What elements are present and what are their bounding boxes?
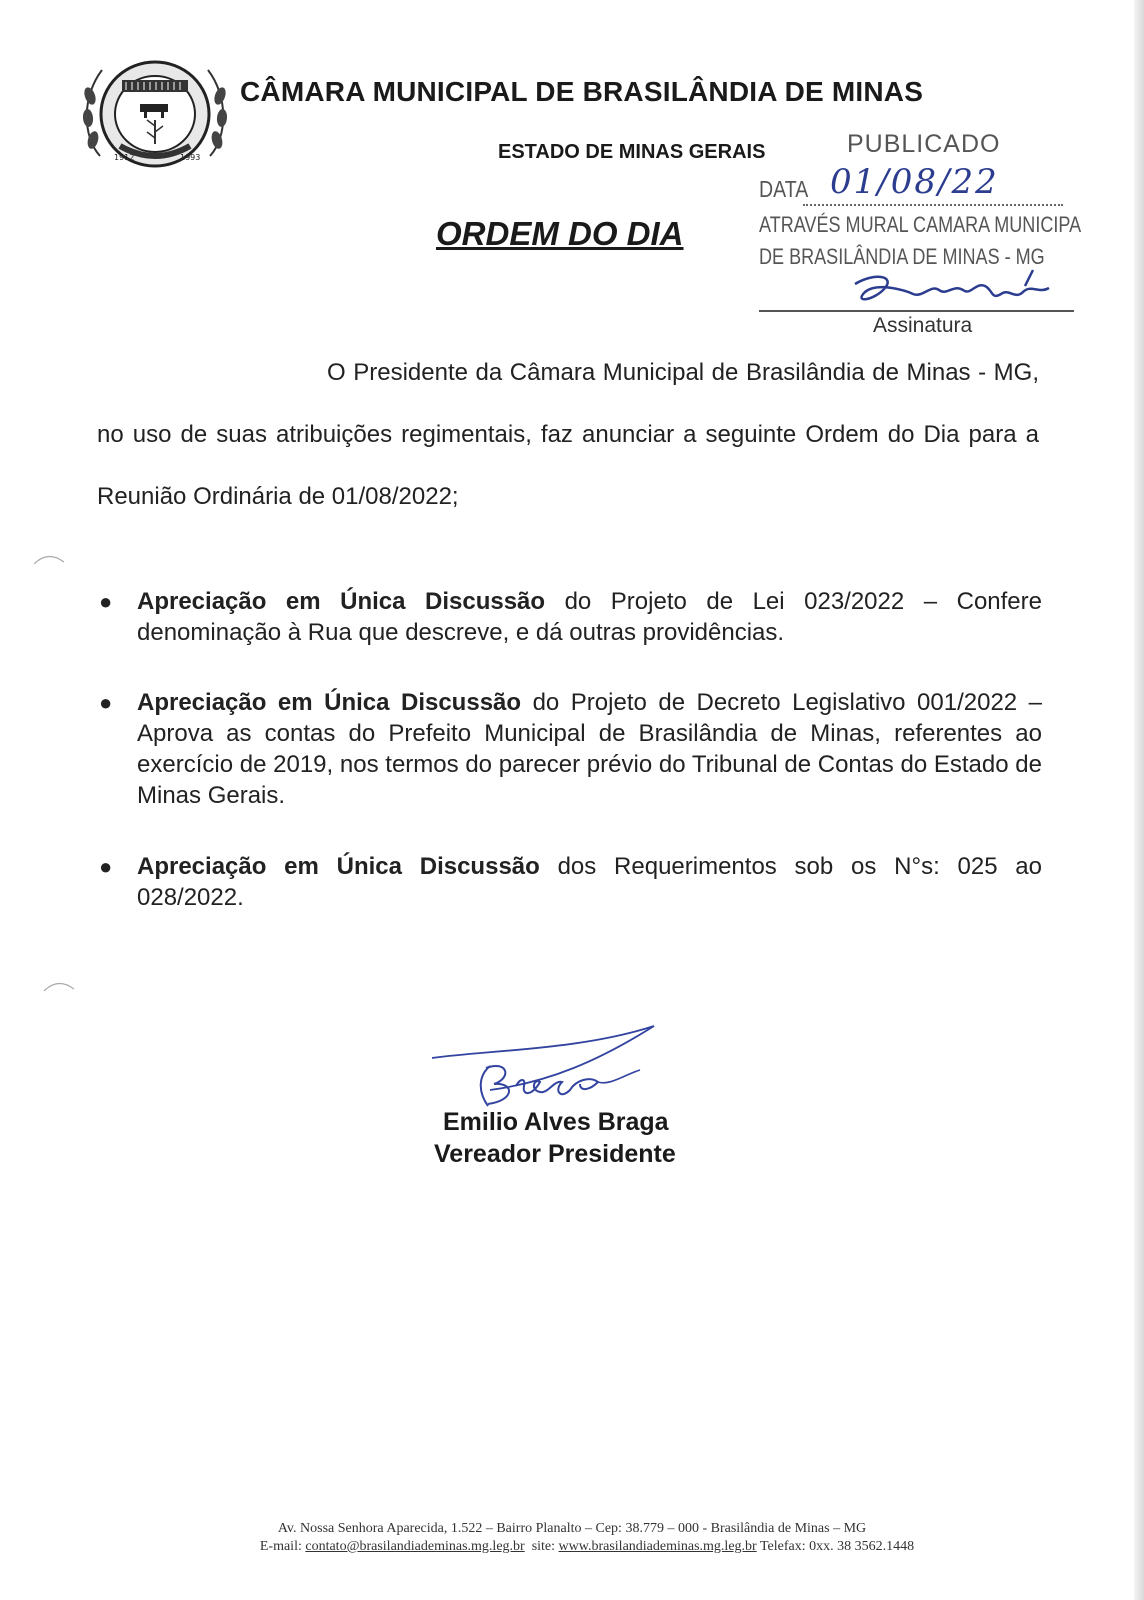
municipal-seal-icon xyxy=(80,56,230,172)
stamp-handwritten-signature-icon xyxy=(835,264,1065,312)
agenda-item-bold: Apreciação em Única Discussão xyxy=(137,689,522,716)
paper-fold-mark xyxy=(30,548,70,568)
footer-site-link[interactable]: www.brasilandiademinas.mg.leg.br xyxy=(558,1539,757,1554)
footer-email-label: E-mail: xyxy=(259,1539,302,1554)
stamp-date-line xyxy=(803,204,1063,206)
agenda-item-text: dos Requerimentos sob os N°s: 025 ao 028/2022. xyxy=(137,853,1043,911)
stamp-line-1: ATRAVÉS MURAL CAMARA MUNICIPA xyxy=(759,212,1082,237)
signer-role: Vereador Presidente xyxy=(434,1140,676,1168)
intro-paragraph: O Presidente da Câmara Municipal de Brasilândia de Minas - MG, no uso de suas atribuições regimentais, faz anunciar a seguinte Ordem do Dia para a Reunião Ordinária de 01/08/2022; xyxy=(97,359,1039,510)
seal-year-right: 1993 xyxy=(180,153,201,162)
footer-site-label: site: xyxy=(531,1539,556,1554)
signer-name: Emilio Alves Braga xyxy=(443,1108,669,1136)
agenda-item-text: do Projeto de Decreto Legislativo 001/2022 – Aprova as contas do Prefeito Municipal de Brasilândia de Minas, referentes ao exercício de 2019, nos termos do parecer prévio do Tribunal de Contas do Estado de Minas Gerais. xyxy=(137,689,1042,809)
institution-title: CÂMARA MUNICIPAL DE BRASILÂNDIA DE MINAS xyxy=(240,76,924,107)
footer xyxy=(0,1520,1144,1556)
agenda-item-bold: Apreciação em Única Discussão xyxy=(137,588,546,615)
agenda-item-bold: Apreciação em Única Discussão xyxy=(137,853,540,880)
paper-fold-mark xyxy=(40,975,80,995)
agenda-list xyxy=(97,586,1042,913)
footer-address: Av. Nossa Senhora Aparecida, 1.522 – Bairro Planalto – Cep: 38.779 – 000 - Brasilândia de Minas – MG xyxy=(277,1521,867,1536)
agenda-item xyxy=(97,586,1042,648)
agenda-item-text: do Projeto de Lei 023/2022 – Confere denominação à Rua que descreve, e dá outras providências. xyxy=(137,588,1042,646)
document-title: ORDEM DO DIA xyxy=(436,215,684,252)
handwritten-signature-icon xyxy=(430,1020,680,1120)
signature-block xyxy=(430,1020,710,1190)
stamp-signature-line xyxy=(759,310,1074,312)
state-subtitle: ESTADO DE MINAS GERAIS xyxy=(498,141,766,163)
stamp-status: PUBLICADO xyxy=(847,130,1001,158)
agenda-item xyxy=(97,851,1042,913)
bullet-icon: ● xyxy=(99,854,113,879)
agenda-item xyxy=(97,687,1042,811)
publication-stamp xyxy=(755,126,1085,346)
seal-year-left: 1912 xyxy=(114,153,135,162)
stamp-signature-label: Assinatura xyxy=(873,314,973,337)
bullet-icon: ● xyxy=(99,690,113,715)
stamp-line-2: DE BRASILÂNDIA DE MINAS - MG xyxy=(759,244,1045,269)
footer-contacts xyxy=(0,1538,1144,1556)
page-edge-shadow xyxy=(1134,0,1144,1600)
footer-email-link[interactable]: contato@brasilandiademinas.mg.leg.br xyxy=(305,1539,525,1554)
bullet-icon: ● xyxy=(99,589,113,614)
footer-phone: Telefax: 0xx. 38 3562.1448 xyxy=(759,1539,915,1554)
stamp-date-label: DATA xyxy=(759,176,809,202)
stamp-date-value: 01/08/22 xyxy=(830,162,999,202)
